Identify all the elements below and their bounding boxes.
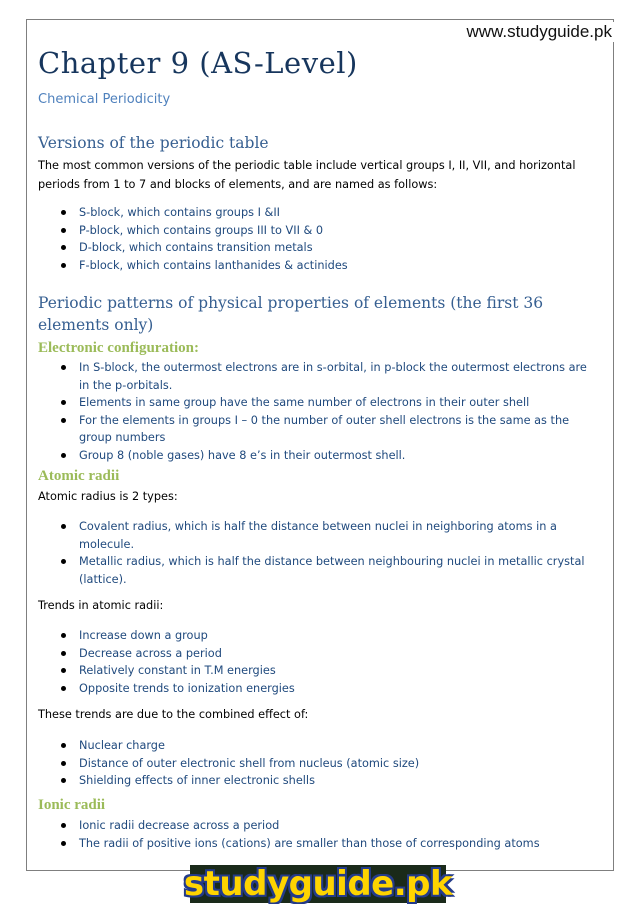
- subheading-electronic: Electronic configuration:: [38, 340, 199, 356]
- atomic-trends-label: Trends in atomic radii:: [38, 599, 164, 612]
- list-item: The radii of positive ions (cations) are smaller than those of corresponding atoms: [38, 835, 598, 853]
- list-item: Increase down a group: [38, 627, 598, 645]
- atomic-effects-label: These trends are due to the combined effect of:: [38, 708, 309, 721]
- list-item: For the elements in groups I – 0 the number of outer shell electrons is the same as the group numbers: [38, 412, 598, 447]
- list-item: Shielding effects of inner electronic shells: [38, 772, 598, 790]
- list-item: Covalent radius, which is half the distance between nuclei in neighboring atoms in a molecule.: [38, 518, 598, 553]
- watermark-link[interactable]: www.studyguide.pk: [466, 22, 612, 41]
- atomic-trends-list: [38, 627, 598, 697]
- list-item: Distance of outer electronic shell from nucleus (atomic size): [38, 755, 598, 773]
- subheading-atomic-radii: Atomic radii: [38, 468, 120, 484]
- list-item: Relatively constant in T.M energies: [38, 662, 598, 680]
- list-item: Elements in same group have the same number of electrons in their outer shell: [38, 394, 598, 412]
- list-item: Opposite trends to ionization energies: [38, 680, 598, 698]
- studyguide-logo[interactable]: studyguide.pk: [183, 864, 453, 904]
- list-item: S-block, which contains groups I &II: [38, 204, 598, 222]
- list-item: F-block, which contains lanthanides & actinides: [38, 257, 598, 275]
- page-title: Chapter 9 (AS-Level): [38, 46, 358, 80]
- list-item: Decrease across a period: [38, 645, 598, 663]
- versions-list: [38, 204, 598, 274]
- electronic-list: [38, 359, 598, 464]
- list-item: Metallic radius, which is half the distance between neighbouring nuclei in metallic crystal (lattice).: [38, 553, 598, 588]
- subheading-ionic-radii: Ionic radii: [38, 797, 106, 813]
- page-subtitle: Chemical Periodicity: [38, 92, 171, 107]
- list-item: P-block, which contains groups III to VII & 0: [38, 222, 598, 240]
- atomic-intro: Atomic radius is 2 types:: [38, 490, 178, 503]
- section-heading-patterns: Periodic patterns of physical properties of elements (the first 36 elements only): [38, 294, 544, 334]
- list-item: Group 8 (noble gases) have 8 e’s in their outermost shell.: [38, 447, 598, 465]
- atomic-types-list: [38, 518, 598, 588]
- list-item: In S-block, the outermost electrons are in s-orbital, in p-block the outermost electrons are in the p-orbitals.: [38, 359, 598, 394]
- list-item: Ionic radii decrease across a period: [38, 817, 598, 835]
- section-heading-versions: Versions of the periodic table: [38, 134, 269, 152]
- ionic-list: [38, 817, 598, 852]
- atomic-effects-list: [38, 737, 598, 790]
- list-item: D-block, which contains transition metals: [38, 239, 598, 257]
- list-item: Nuclear charge: [38, 737, 598, 755]
- versions-intro: The most common versions of the periodic table include vertical groups I, II, VII, and horizontal periods from 1 to 7 and blocks of elements, and are named as follows:: [38, 159, 576, 191]
